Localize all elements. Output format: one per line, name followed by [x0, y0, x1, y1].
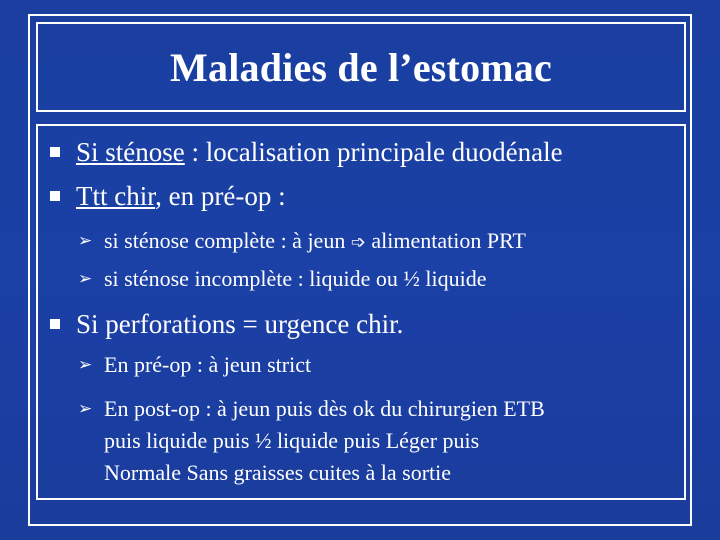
sub-bullet-text: En post-op : à jeun puis dès ok du chirurgien ETB [104, 396, 545, 421]
arrowhead-bullet-icon: ➢ [78, 231, 93, 251]
sub-bullet-continuation: Normale Sans graisses cuites à la sortie [104, 460, 452, 485]
sub-bullet-text: si sténose incomplète : liquide ou ½ liquide [104, 266, 487, 291]
sub-bullet-text: En pré-op : à jeun strict [104, 352, 312, 377]
sub-bullet-text: si sténose complète : à jeun ➩ alimentation PRT [104, 228, 526, 253]
sub-bullet-continuation: puis liquide puis ½ liquide puis Léger puis [104, 428, 480, 453]
square-bullet-icon [50, 147, 60, 157]
title-box [36, 22, 686, 112]
square-bullet-icon [50, 319, 60, 329]
arrowhead-bullet-icon: ➢ [78, 399, 93, 419]
bullet-text: Ttt chir, en pré-op : [76, 181, 286, 211]
bullet-text: Si perforations = urgence chir. [76, 309, 404, 339]
slide-title: Maladies de l’estomac [170, 44, 552, 90]
arrowhead-bullet-icon: ➢ [78, 355, 93, 375]
underlined-text: Ttt chir [76, 181, 156, 211]
arrowhead-bullet-icon: ➢ [78, 269, 93, 289]
square-bullet-icon [50, 191, 60, 201]
bullet-text: Si sténose : localisation principale duodénale [76, 137, 563, 167]
outlined-arrow-icon: ➩ [350, 232, 366, 253]
underlined-text: Si sténose [76, 137, 185, 167]
